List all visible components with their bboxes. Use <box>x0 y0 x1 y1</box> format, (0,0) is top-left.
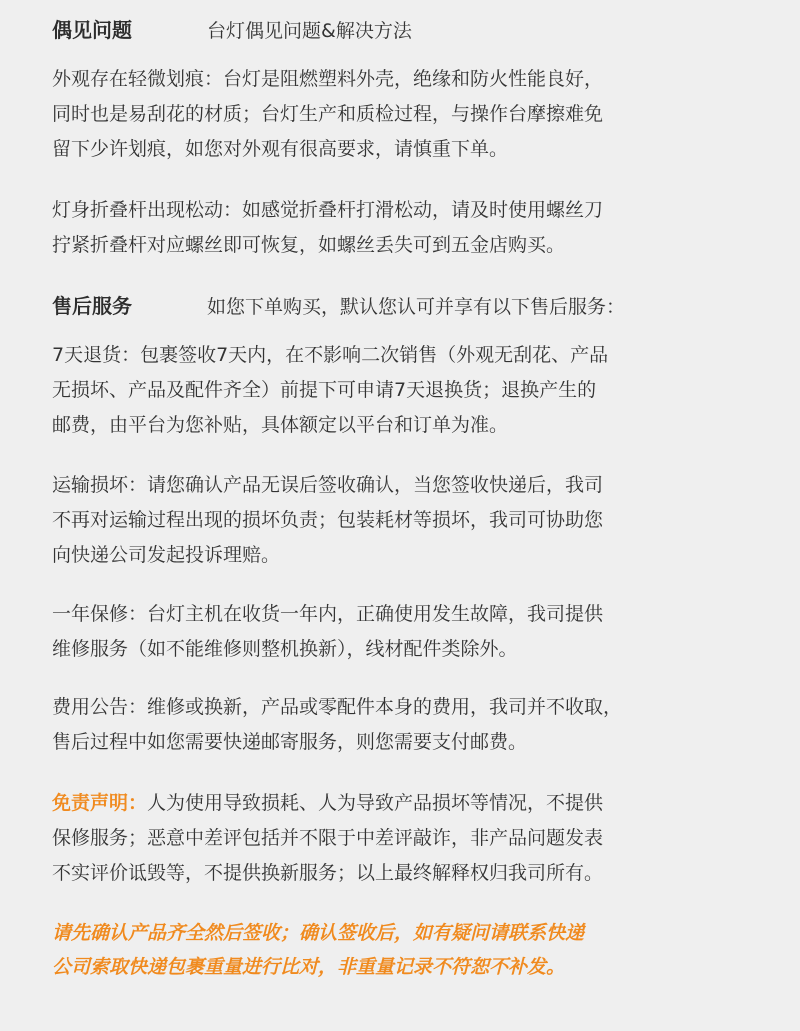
service-item-disclaimer <box>52 786 603 891</box>
faq-heading <box>52 14 412 43</box>
service-title: 售后服务 <box>52 294 132 318</box>
service-item-text: 包裹签收7天内，在不影响二次销售（外观无刮花、产品 <box>140 344 609 366</box>
service-item-text: 台灯主机在收货一年内，正确使用发生故障，我司提供 <box>147 603 604 625</box>
service-item-label: 7天退货： <box>52 344 141 366</box>
faq-item-scratches <box>52 62 603 167</box>
faq-subtitle: 台灯偶见问题&解决方法 <box>207 20 412 42</box>
service-item-7-day-return <box>52 338 608 443</box>
signing-notice <box>52 916 584 984</box>
service-item-text: 维修或换新，产品或零配件本身的费用，我司并不收取， <box>147 696 623 718</box>
service-item-label: 一年保修： <box>52 603 148 625</box>
service-item-text: 不实评价诋毁等，不提供换新服务；以上最终解释权归我司所有。 <box>52 862 604 884</box>
faq-item-label: 灯身折叠杆出现松动： <box>52 199 243 221</box>
service-item-line <box>52 468 603 503</box>
service-subtitle: 如您下单购买，默认您认可并享有以下售后服务： <box>207 296 626 318</box>
faq-item-line <box>52 62 603 97</box>
faq-item-text: 同时也是易刮花的材质；台灯生产和质检过程，与操作台摩擦难免 <box>52 103 604 125</box>
service-heading <box>52 290 625 319</box>
faq-item-text: 留下少许划痕，如您对外观有很高要求，请慎重下单。 <box>52 138 509 160</box>
service-item-line <box>52 338 608 373</box>
faq-item-label: 外观存在轻微划痕： <box>52 68 224 90</box>
disclaimer-label: 免责声明： <box>52 792 148 814</box>
service-item-text: 保修服务；恶意中差评包括并不限于中差评敲诈，非产品问题发表 <box>52 827 604 849</box>
service-item-warranty <box>52 597 603 667</box>
faq-item-text: 如感觉折叠杆打滑松动，请及时使用螺丝刀 <box>242 199 604 221</box>
service-item-text: 不再对运输过程出现的损坏负责；包装耗材等损坏，我司可协助您 <box>52 509 604 531</box>
service-item-text: 请您确认产品无误后签收确认，当您签收快递后，我司 <box>147 474 604 496</box>
faq-title: 偶见问题 <box>52 18 132 42</box>
faq-item-text: 台灯是阻燃塑料外壳，绝缘和防火性能良好， <box>223 68 604 90</box>
notice-line: 公司索取快递包裹重量进行比对，非重量记录不符恕不补发。 <box>52 956 566 978</box>
service-item-label: 运输损坏： <box>52 474 148 496</box>
service-item-line <box>52 690 622 725</box>
service-item-text: 向快递公司发起投诉理赔。 <box>52 544 281 566</box>
service-item-text: 邮费，由平台为您补贴，具体额定以平台和订单为准。 <box>52 414 509 436</box>
notice-line: 请先确认产品齐全然后签收；确认签收后，如有疑问请联系快递 <box>52 922 585 944</box>
faq-item-text: 拧紧折叠杆对应螺丝即可恢复，如螺丝丢失可到五金店购买。 <box>52 234 566 256</box>
service-item-text: 人为使用导致损耗、人为导致产品损坏等情况，不提供 <box>147 792 604 814</box>
service-item-line <box>52 597 603 632</box>
service-item-fees <box>52 690 622 760</box>
faq-item-line <box>52 193 603 228</box>
service-item-line <box>52 786 603 821</box>
faq-item-loose-rod <box>52 193 603 263</box>
service-item-shipping-damage <box>52 468 603 573</box>
service-item-text: 售后过程中如您需要快递邮寄服务，则您需要支付邮费。 <box>52 731 528 753</box>
service-item-text: 维修服务（如不能维修则整机换新），线材配件类除外。 <box>52 638 518 660</box>
service-item-label: 费用公告： <box>52 696 148 718</box>
service-item-text: 无损坏、产品及配件齐全）前提下可申请7天退换货；退换产生的 <box>52 379 597 401</box>
